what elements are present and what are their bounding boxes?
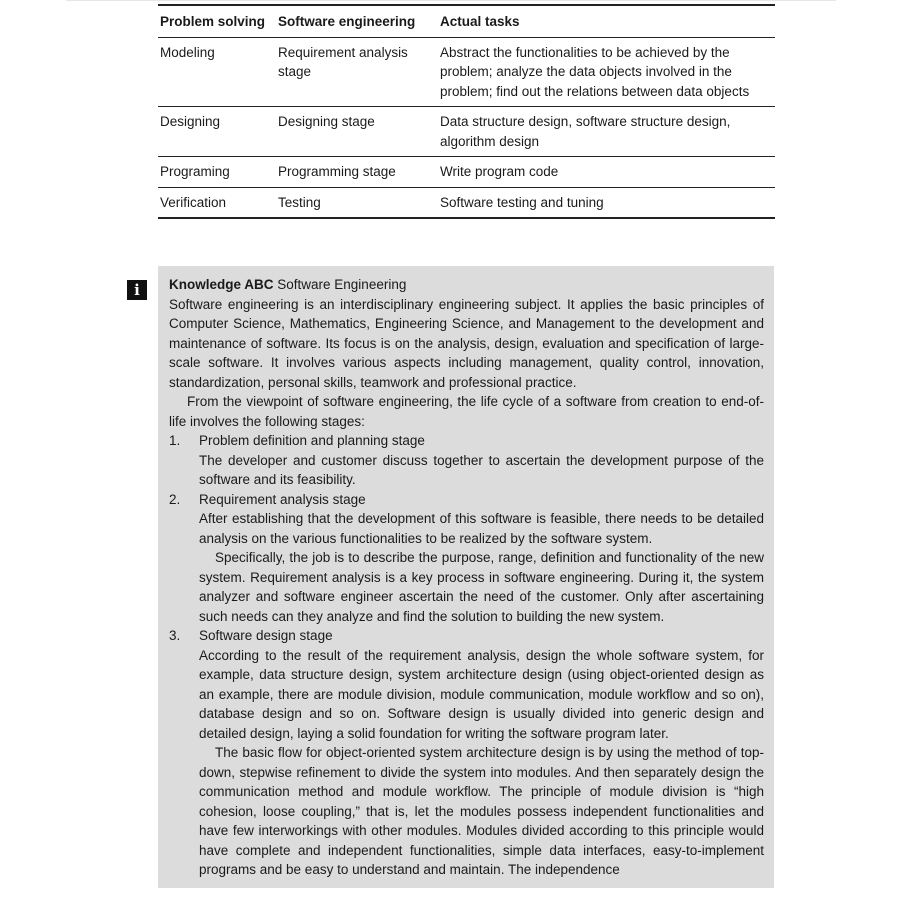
stage-paragraph: Specifically, the job is to describe the purpose, range, definition and functionality of the new system. Requirement analysis is a key process in software engineering. During it, the system analyzer and software engineer ascertain the need of the customer. Only after ascertaining such needs can they analyze and find the solution to building the new system. xyxy=(199,550,764,624)
knowledge-label: Knowledge ABC xyxy=(169,277,274,292)
table-header-cell: Problem solving xyxy=(158,5,276,37)
table-header-row xyxy=(158,5,775,37)
table-cell: Testing xyxy=(276,187,438,218)
list-number: 1. xyxy=(169,433,181,448)
table-cell: Programming stage xyxy=(276,157,438,188)
table-cell: Write program code xyxy=(438,157,775,188)
stage-paragraph: After establishing that the development of this software is feasible, there needs to be detailed analysis on the various functionalities to be realized by the software system. xyxy=(199,511,764,546)
stage-title: Problem definition and planning stage xyxy=(199,433,425,448)
stage-paragraph: The basic flow for object-oriented system architecture design is by using the method of top-down, stepwise refinement to divide the system into modules. And then separately design the communication method and module workflow. The principle of module division is “high cohesion, loose coupling,” that is, let the modules possess independent functionalities and have few interworkings with other modules. Modules divided according to this principle would have complete and independent functionalities, simple data interfaces, easy-to-implement programs and be easy to understand and maintain. The independence xyxy=(199,745,764,877)
knowledge-title xyxy=(169,275,764,295)
stage-paragraph: According to the result of the requirement analysis, design the whole software system, for example, data structure design, system architecture design (using object-oriented design as an example, there are module division, module communication, module workflow and so on), database design and so on. Software design is usually divided into generic design and detailed design, laying a solid foundation for writing the software program later. xyxy=(199,647,764,741)
page-top-rule xyxy=(66,0,836,1)
stage-paragraph: The developer and customer discuss together to ascertain the development purpose of the software and its feasibility. xyxy=(199,452,764,487)
list-item xyxy=(169,626,764,880)
table-row xyxy=(158,107,775,157)
table-row xyxy=(158,157,775,188)
table-cell: Programing xyxy=(158,157,276,188)
table-cell: Requirement analysis stage xyxy=(276,37,438,107)
table-cell: Designing xyxy=(158,107,276,157)
table-cell: Modeling xyxy=(158,37,276,107)
info-icon: i xyxy=(127,280,147,300)
list-number: 3. xyxy=(169,628,181,643)
stages-table xyxy=(158,4,775,219)
table-cell: Data structure design, software structure design, algorithm design xyxy=(438,107,775,157)
table-cell: Verification xyxy=(158,187,276,218)
list-item xyxy=(169,431,764,490)
knowledge-box xyxy=(158,266,774,888)
table-header-cell: Software engineering xyxy=(276,5,438,37)
knowledge-topic: Software Engineering xyxy=(277,277,407,292)
table-header-cell: Actual tasks xyxy=(438,5,775,37)
table-cell: Software testing and tuning xyxy=(438,187,775,218)
table-cell: Designing stage xyxy=(276,107,438,157)
table-row xyxy=(158,187,775,218)
lifecycle-paragraph: From the viewpoint of software engineering, the life cycle of a software from creation to end-of-life involves the following stages: xyxy=(169,394,764,429)
stage-title: Software design stage xyxy=(199,628,333,643)
list-item xyxy=(169,490,764,627)
knowledge-intro: Software engineering is an interdisciplinary engineering subject. It applies the basic principles of Computer Science, Mathematics, Engineering Science, and Management to the development and maintenance of software. Its focus is on the analysis, design, evaluation and specification of large-scale software. It involves various aspects including management, quality control, innovation, standardization, personal skills, teamwork and professional practice. xyxy=(169,296,764,390)
stage-title: Requirement analysis stage xyxy=(199,491,366,507)
list-number: 2. xyxy=(169,491,181,507)
table-row xyxy=(158,37,775,107)
table-cell: Abstract the functionalities to be achieved by the problem; analyze the data objects involved in the problem; find out the relations between data objects xyxy=(438,37,775,107)
